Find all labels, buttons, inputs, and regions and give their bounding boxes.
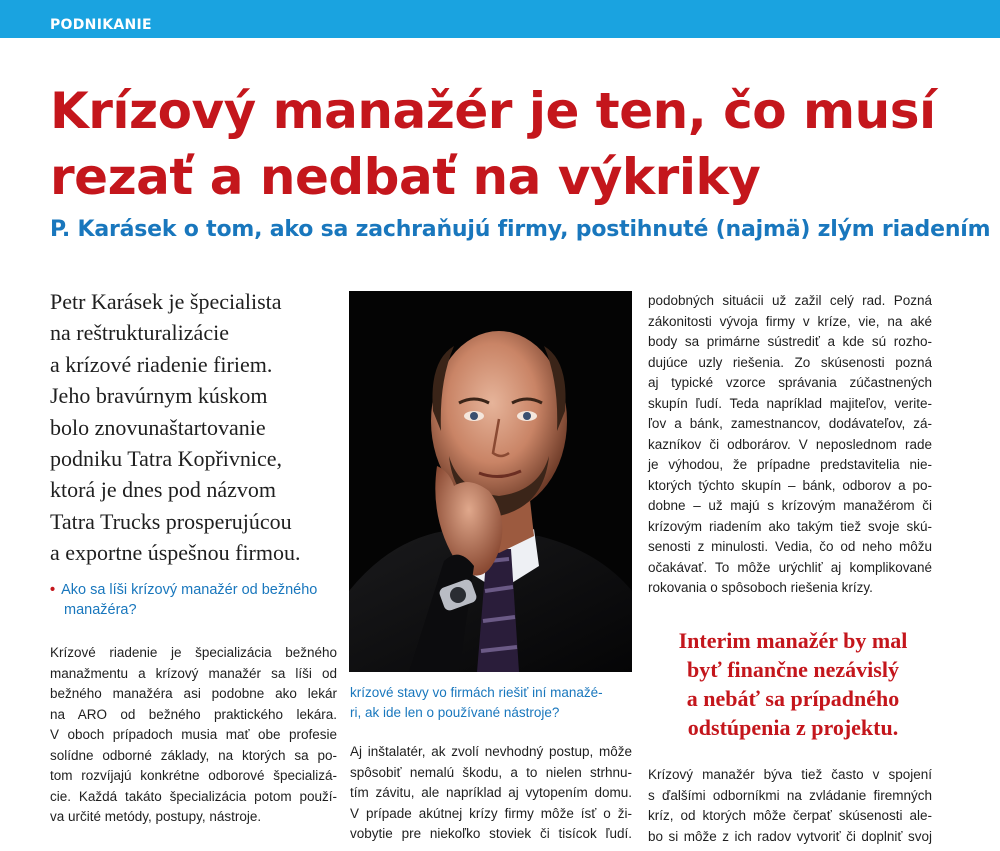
lead-line: Tatra Trucks prosperujúcou	[50, 508, 292, 534]
lead-line: a exportne úspešnou firmou.	[50, 540, 301, 566]
body-line: Krízové riadenie je špecializácia bežného	[50, 645, 337, 660]
pull-quote-line: Interim manažér by mal	[678, 628, 908, 653]
body-line: bežného manažéra asi podobne ako lekár	[50, 686, 337, 701]
lead-paragraph	[50, 286, 340, 569]
body-line: vobytie pre niekoľko stoviek či tisícok ľudí.	[350, 826, 632, 841]
question-line: Ako sa líši krízový manažér od bežného	[61, 582, 318, 598]
lead-line: ktorá je dnes pod názvom	[50, 477, 277, 503]
body-line: s ďalšími odborníkmi na zvládanie firemných	[648, 787, 932, 803]
section-label: PODNIKANIE	[50, 17, 152, 33]
pull-quote-line: a nebáť sa prípadného	[686, 686, 900, 711]
body-line: senosti z minulosti. Vedia, čo od neho môžu	[648, 539, 932, 554]
body-line: skupín ľudí. Teda napríklad majiteľov, verite-	[648, 395, 932, 411]
body-line: V oboch prípadoch musia mať obe profesie	[50, 727, 337, 742]
body-line: krízovým riadením ako takým tiež svoje skú-	[648, 518, 932, 534]
body-line: Krízový manažér býva tiež často v spojení	[648, 767, 932, 782]
caption-line: krízové stavy vo firmách riešiť iní manažé-	[350, 685, 603, 700]
lead-line: a krízové riadenie firiem.	[50, 351, 273, 377]
body-line: kríz, od ktorých môže čerpať skúsenosti ale-	[648, 808, 932, 823]
body-line: na ARO od bežného praktického lekára.	[50, 706, 337, 722]
pull-quote-line: byť finančne nezávislý	[687, 657, 899, 682]
lead-line: podniku Tatra Kopřivnice,	[50, 446, 283, 472]
lead-line: Petr Karásek je špecialista	[50, 289, 282, 314]
photo-caption	[350, 683, 632, 723]
body-line: Aj inštalatér, ak zvolí nevhodný postup, môže	[350, 744, 632, 759]
question-line: manažéra?	[64, 602, 137, 618]
body-line: body sa primárne sústrediť a kde sú rozho-	[648, 334, 932, 349]
title-line-1: Krízový manažér je ten, čo musí	[50, 82, 936, 140]
article-subtitle: P. Karásek o tom, ako sa zachraňujú firmy, postihnuté (najmä) zlým riadením	[50, 217, 991, 242]
title-line-2: rezať a nedbať na výkriky	[50, 148, 761, 206]
body-column-1	[50, 643, 337, 828]
body-column-2	[350, 742, 632, 845]
article-title	[50, 78, 980, 210]
body-line: manažmentu a krízový manažér sa líši od	[50, 665, 337, 681]
body-line: spôsobiť nemalú škodu, a to nielen strhnu-	[350, 764, 632, 780]
body-line: dujúce uzly riešenia. Zo skúsenosti pozná	[648, 354, 932, 370]
interview-question	[50, 580, 340, 620]
pull-quote-line: odstúpenia z projektu.	[687, 715, 899, 740]
body-line: tom rozvíjajú konkrétne odborové špecializá-	[50, 768, 337, 783]
caption-line: ri, ak ide len o používané nástroje?	[350, 705, 560, 720]
body-line: va určité metódy, postupy, nástroje.	[50, 809, 262, 824]
body-line: dobne – už majú s krízovým manažérom či	[648, 498, 932, 513]
body-line: je výhodou, že prípadne predstavitelia nie-	[648, 457, 932, 472]
body-line: rokovania o spôsoboch riešenia krízy.	[648, 580, 873, 595]
body-column-3	[648, 291, 932, 599]
body-line: solídne odborné základy, na ktorých sa po-	[50, 747, 337, 763]
lead-line: Jeho bravúrnym kúskom	[50, 383, 268, 409]
body-line: tím závitu, ale napríklad aj vytopením domu.	[350, 785, 632, 800]
body-line: aj typické vzorce správania zúčastnených	[648, 375, 932, 390]
question-bullet: •	[50, 582, 56, 598]
body-line: očakávať. To môže urýchliť aj komplikované	[648, 559, 932, 575]
pull-quote	[648, 626, 938, 742]
portrait-photo	[349, 291, 632, 672]
body-line: zákonitosti vývoja firmy v kríze, vie, na aké	[648, 313, 932, 329]
lead-line: na reštrukturalizácie	[50, 320, 229, 346]
body-line: podobných situácii už zažil celý rad. Pozná	[648, 293, 932, 308]
body-line: ľov a bánk, zamestnancov, dodávateľov, zá-	[648, 416, 932, 431]
body-line: kazníkov či odborárov. V neposlednom rade	[648, 436, 932, 452]
body-line: bo si môže z ich radov vytvoriť či doplniť svoj	[648, 828, 932, 844]
body-line: cie. Každá takáto špecializácia potom použí-	[50, 788, 337, 804]
body-column-3-continued	[648, 765, 932, 847]
lead-line: bolo znovunaštartovanie	[50, 414, 266, 440]
body-line: V prípade akútnej krízy firmy môže ísť o ži-	[350, 805, 632, 821]
body-line: ktorých týchto skupín – bánk, odborov a po-	[648, 477, 932, 493]
